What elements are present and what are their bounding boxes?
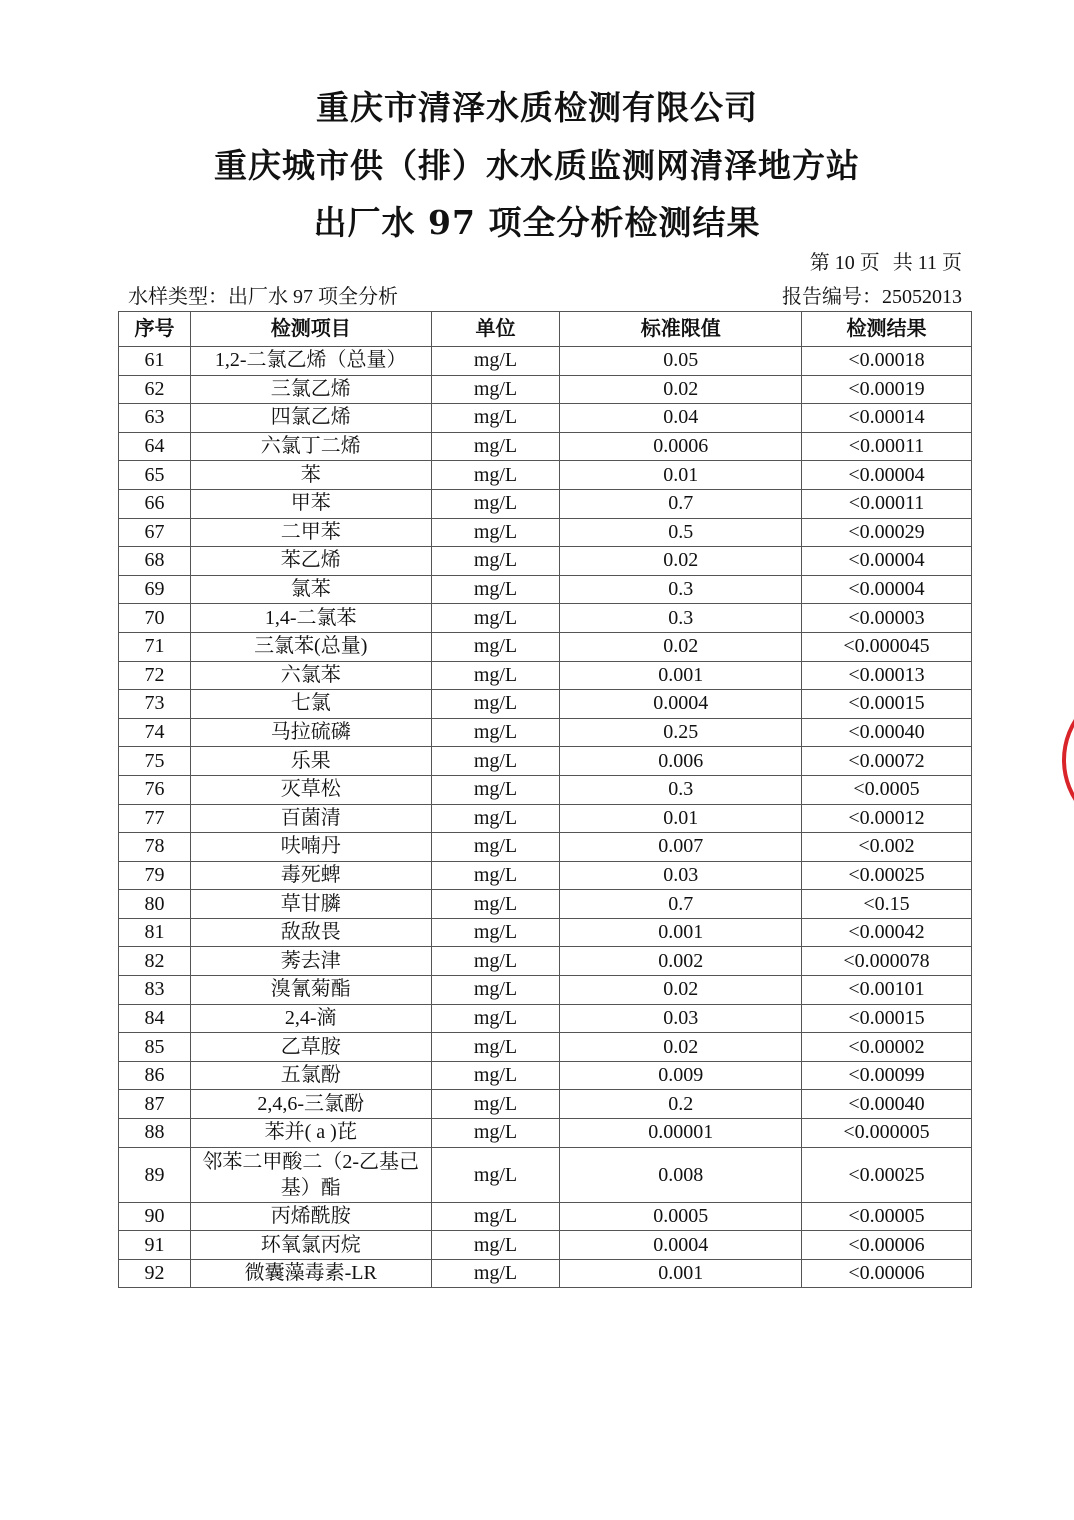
row-item: 四氯乙烯 <box>190 404 431 433</box>
table-row <box>119 690 972 719</box>
row-unit: mg/L <box>431 375 560 404</box>
row-result: <0.00018 <box>802 347 972 376</box>
row-result: <0.00099 <box>802 1061 972 1090</box>
table-row <box>119 747 972 776</box>
row-unit: mg/L <box>431 1061 560 1090</box>
row-item: 乙草胺 <box>190 1033 431 1062</box>
row-unit: mg/L <box>431 976 560 1005</box>
row-unit: mg/L <box>431 632 560 661</box>
row-result: <0.00011 <box>802 432 972 461</box>
table-row <box>119 1231 972 1260</box>
row-result: <0.00013 <box>802 661 972 690</box>
row-index: 77 <box>119 804 191 833</box>
row-index: 89 <box>119 1147 191 1202</box>
table-row <box>119 461 972 490</box>
row-item: 氯苯 <box>190 575 431 604</box>
table-row <box>119 1147 972 1202</box>
results-table <box>118 311 972 1288</box>
row-index: 87 <box>119 1090 191 1119</box>
row-limit: 0.5 <box>560 518 802 547</box>
row-limit: 0.0004 <box>560 1231 802 1260</box>
row-limit: 0.0006 <box>560 432 802 461</box>
header-limit: 标准限值 <box>560 312 802 347</box>
row-limit: 0.05 <box>560 347 802 376</box>
row-item: 草甘膦 <box>190 890 431 919</box>
row-limit: 0.25 <box>560 718 802 747</box>
row-index: 76 <box>119 775 191 804</box>
row-item: 六氯苯 <box>190 661 431 690</box>
row-item: 邻苯二甲酸二（2-乙基己基）酯 <box>190 1147 431 1202</box>
row-index: 90 <box>119 1202 191 1231</box>
row-index: 61 <box>119 347 191 376</box>
row-item: 五氯酚 <box>190 1061 431 1090</box>
row-unit: mg/L <box>431 947 560 976</box>
seal-ring <box>1064 686 1074 834</box>
row-unit: mg/L <box>431 461 560 490</box>
row-unit: mg/L <box>431 518 560 547</box>
row-index: 78 <box>119 833 191 862</box>
row-limit: 0.001 <box>560 918 802 947</box>
table-row <box>119 404 972 433</box>
row-result: <0.00042 <box>802 918 972 947</box>
table-row <box>119 547 972 576</box>
row-limit: 0.02 <box>560 1033 802 1062</box>
row-result: <0.00025 <box>802 861 972 890</box>
row-unit: mg/L <box>431 489 560 518</box>
row-limit: 0.01 <box>560 804 802 833</box>
row-result: <0.00015 <box>802 1004 972 1033</box>
row-result: <0.00002 <box>802 1033 972 1062</box>
row-unit: mg/L <box>431 1119 560 1148</box>
row-unit: mg/L <box>431 1259 560 1288</box>
row-limit: 0.002 <box>560 947 802 976</box>
row-index: 83 <box>119 976 191 1005</box>
row-result: <0.000005 <box>802 1119 972 1148</box>
row-result: <0.00004 <box>802 575 972 604</box>
row-unit: mg/L <box>431 1202 560 1231</box>
table-row <box>119 604 972 633</box>
row-item: 溴氰菊酯 <box>190 976 431 1005</box>
table-body <box>119 347 972 1288</box>
row-limit: 0.04 <box>560 404 802 433</box>
row-item: 三氯乙烯 <box>190 375 431 404</box>
row-item: 六氯丁二烯 <box>190 432 431 461</box>
table-row <box>119 661 972 690</box>
row-index: 85 <box>119 1033 191 1062</box>
row-result: <0.00040 <box>802 1090 972 1119</box>
table-row <box>119 347 972 376</box>
table-row <box>119 432 972 461</box>
row-limit: 0.3 <box>560 604 802 633</box>
row-unit: mg/L <box>431 775 560 804</box>
row-limit: 0.00001 <box>560 1119 802 1148</box>
row-index: 92 <box>119 1259 191 1288</box>
header-index: 序号 <box>119 312 191 347</box>
table-row <box>119 1202 972 1231</box>
row-limit: 0.3 <box>560 775 802 804</box>
row-index: 74 <box>119 718 191 747</box>
row-index: 80 <box>119 890 191 919</box>
row-unit: mg/L <box>431 1147 560 1202</box>
row-index: 91 <box>119 1231 191 1260</box>
header-unit: 单位 <box>431 312 560 347</box>
row-result: <0.00019 <box>802 375 972 404</box>
table-row <box>119 861 972 890</box>
row-index: 65 <box>119 461 191 490</box>
row-unit: mg/L <box>431 861 560 890</box>
row-item: 乐果 <box>190 747 431 776</box>
table-row <box>119 375 972 404</box>
row-limit: 0.02 <box>560 976 802 1005</box>
row-item: 百菌清 <box>190 804 431 833</box>
row-result: <0.00005 <box>802 1202 972 1231</box>
table-row <box>119 1119 972 1148</box>
header-item: 检测项目 <box>190 312 431 347</box>
header-result: 检测结果 <box>802 312 972 347</box>
report-number: 报告编号：25052013 <box>782 286 962 308</box>
table-row <box>119 1090 972 1119</box>
row-unit: mg/L <box>431 547 560 576</box>
row-limit: 0.01 <box>560 461 802 490</box>
row-index: 62 <box>119 375 191 404</box>
row-limit: 0.02 <box>560 632 802 661</box>
row-index: 72 <box>119 661 191 690</box>
row-limit: 0.0004 <box>560 690 802 719</box>
company-seal <box>1058 680 1074 840</box>
row-item: 七氯 <box>190 690 431 719</box>
row-limit: 0.008 <box>560 1147 802 1202</box>
row-unit: mg/L <box>431 575 560 604</box>
report-title: 出厂水 97 项全分析检测结果 <box>313 203 761 242</box>
row-index: 75 <box>119 747 191 776</box>
row-result: <0.00006 <box>802 1231 972 1260</box>
table-row <box>119 1033 972 1062</box>
row-item: 苯乙烯 <box>190 547 431 576</box>
row-index: 64 <box>119 432 191 461</box>
row-index: 66 <box>119 489 191 518</box>
row-index: 88 <box>119 1119 191 1148</box>
row-result: <0.00015 <box>802 690 972 719</box>
row-result: <0.00014 <box>802 404 972 433</box>
row-limit: 0.7 <box>560 489 802 518</box>
row-unit: mg/L <box>431 1004 560 1033</box>
station-title: 重庆城市供（排）水水质监测网清泽地方站 <box>214 146 860 185</box>
row-unit: mg/L <box>431 690 560 719</box>
table-row <box>119 718 972 747</box>
table-row <box>119 890 972 919</box>
row-index: 71 <box>119 632 191 661</box>
table-row <box>119 489 972 518</box>
row-unit: mg/L <box>431 1090 560 1119</box>
table-row <box>119 632 972 661</box>
page-indicator <box>802 246 962 275</box>
row-item: 2,4-滴 <box>190 1004 431 1033</box>
row-item: 2,4,6-三氯酚 <box>190 1090 431 1119</box>
row-unit: mg/L <box>431 404 560 433</box>
table-row <box>119 976 972 1005</box>
row-result: <0.00040 <box>802 718 972 747</box>
table-row <box>119 775 972 804</box>
row-limit: 0.0005 <box>560 1202 802 1231</box>
row-unit: mg/L <box>431 747 560 776</box>
row-item: 1,4-二氯苯 <box>190 604 431 633</box>
row-unit: mg/L <box>431 718 560 747</box>
row-limit: 0.3 <box>560 575 802 604</box>
row-item: 毒死蜱 <box>190 861 431 890</box>
row-index: 70 <box>119 604 191 633</box>
row-unit: mg/L <box>431 661 560 690</box>
table-header-row <box>119 312 972 347</box>
page-current: 第 10 页 <box>809 252 880 274</box>
row-result: <0.0005 <box>802 775 972 804</box>
row-result: <0.15 <box>802 890 972 919</box>
table-row <box>119 833 972 862</box>
row-limit: 0.2 <box>560 1090 802 1119</box>
row-result: <0.00006 <box>802 1259 972 1288</box>
table-row <box>119 518 972 547</box>
row-limit: 0.02 <box>560 375 802 404</box>
company-title: 重庆市清泽水质检测有限公司 <box>316 88 758 127</box>
row-item: 苯 <box>190 461 431 490</box>
row-item: 二甲苯 <box>190 518 431 547</box>
table-row <box>119 804 972 833</box>
table-row <box>119 947 972 976</box>
row-unit: mg/L <box>431 890 560 919</box>
row-item: 微囊藻毒素-LR <box>190 1259 431 1288</box>
row-index: 67 <box>119 518 191 547</box>
row-result: <0.00004 <box>802 547 972 576</box>
row-item: 呋喃丹 <box>190 833 431 862</box>
row-limit: 0.001 <box>560 1259 802 1288</box>
row-result: <0.002 <box>802 833 972 862</box>
row-item: 1,2-二氯乙烯（总量） <box>190 347 431 376</box>
table-row <box>119 1061 972 1090</box>
row-result: <0.00029 <box>802 518 972 547</box>
row-limit: 0.03 <box>560 861 802 890</box>
page-total: 共 11 页 <box>892 252 962 274</box>
row-index: 81 <box>119 918 191 947</box>
row-limit: 0.007 <box>560 833 802 862</box>
row-result: <0.00025 <box>802 1147 972 1202</box>
row-limit: 0.02 <box>560 547 802 576</box>
row-index: 63 <box>119 404 191 433</box>
row-unit: mg/L <box>431 604 560 633</box>
table-row <box>119 575 972 604</box>
row-index: 84 <box>119 1004 191 1033</box>
row-unit: mg/L <box>431 1231 560 1260</box>
table-row <box>119 918 972 947</box>
row-item: 马拉硫磷 <box>190 718 431 747</box>
row-result: <0.00101 <box>802 976 972 1005</box>
row-result: <0.00072 <box>802 747 972 776</box>
row-index: 68 <box>119 547 191 576</box>
table-row <box>119 1259 972 1288</box>
row-result: <0.000045 <box>802 632 972 661</box>
row-result: <0.000078 <box>802 947 972 976</box>
row-item: 敌敌畏 <box>190 918 431 947</box>
row-item: 苯并( a )芘 <box>190 1119 431 1148</box>
row-limit: 0.7 <box>560 890 802 919</box>
row-unit: mg/L <box>431 1033 560 1062</box>
row-limit: 0.006 <box>560 747 802 776</box>
row-index: 86 <box>119 1061 191 1090</box>
row-index: 79 <box>119 861 191 890</box>
sample-type: 水样类型：出厂水 97 项全分析 <box>128 286 398 308</box>
row-item: 环氧氯丙烷 <box>190 1231 431 1260</box>
row-result: <0.00003 <box>802 604 972 633</box>
row-result: <0.00012 <box>802 804 972 833</box>
table-row <box>119 1004 972 1033</box>
row-limit: 0.001 <box>560 661 802 690</box>
row-item: 丙烯酰胺 <box>190 1202 431 1231</box>
row-result: <0.00004 <box>802 461 972 490</box>
row-item: 灭草松 <box>190 775 431 804</box>
row-unit: mg/L <box>431 804 560 833</box>
row-limit: 0.009 <box>560 1061 802 1090</box>
row-unit: mg/L <box>431 833 560 862</box>
row-unit: mg/L <box>431 432 560 461</box>
row-item: 三氯苯(总量) <box>190 632 431 661</box>
row-item: 甲苯 <box>190 489 431 518</box>
row-index: 82 <box>119 947 191 976</box>
row-item: 莠去津 <box>190 947 431 976</box>
row-result: <0.00011 <box>802 489 972 518</box>
row-index: 73 <box>119 690 191 719</box>
row-unit: mg/L <box>431 918 560 947</box>
row-limit: 0.03 <box>560 1004 802 1033</box>
row-unit: mg/L <box>431 347 560 376</box>
row-index: 69 <box>119 575 191 604</box>
